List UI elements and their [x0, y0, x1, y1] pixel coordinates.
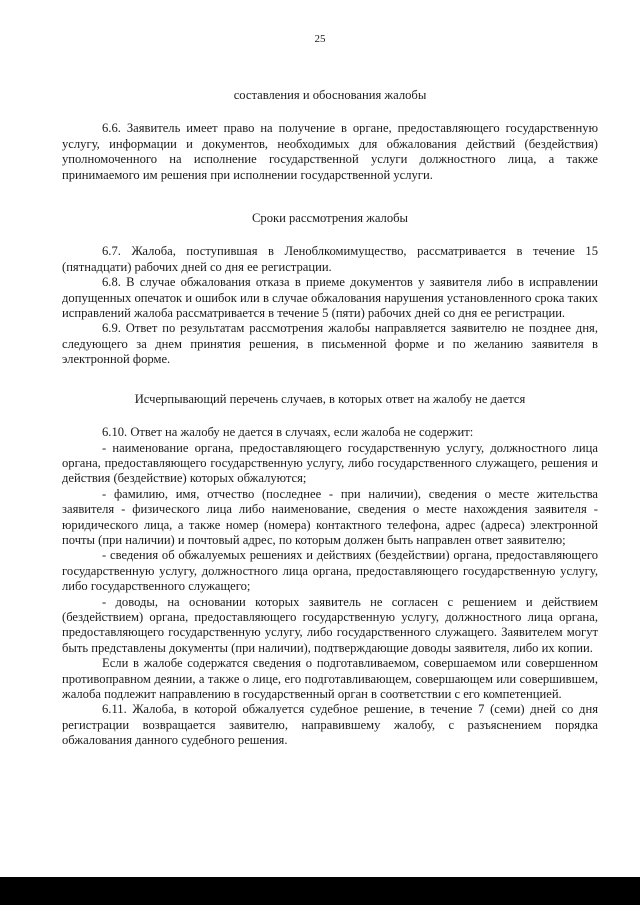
paragraph-6-7: 6.7. Жалоба, поступившая в Леноблкомимущество, рассматривается в течение 15 (пятнадцати) рабочих дней со дня ее регистрации.: [62, 244, 598, 274]
list-item: - наименование органа, предоставляющего государственную услугу, должностного лица органа, предоставляющего государственную услугу, либо государственного служащего, решения и действия (бездействие) которых обжалуются;: [62, 440, 598, 486]
paragraph-crime-report: Если в жалобе содержатся сведения о подготавливаемом, совершаемом или совершенном противоправном деянии, а также о лице, его подготавливающем, совершающем или совершившем, жалоба подлежит направлению в государственный орган в соответствии с его компетенцией.: [62, 656, 598, 701]
section-heading-exhaustive-list: Исчерпывающий перечень случаев, в которых ответ на жалобу не дается: [134, 391, 526, 406]
paragraph-6-9: 6.9. Ответ по результатам рассмотрения жалобы направляется заявителю не позднее дня, следующего за днем принятия решения, в письменной форме и по желанию заявителя в электронной форме.: [62, 321, 598, 367]
paragraph-6-11: 6.11. Жалоба, в которой обжалуется судебное решение, в течение 7 (семи) дней со дня регистрации возвращается заявителю, направившему жалобу, с разъяснением порядка обжалования данного судебного решения.: [62, 702, 598, 748]
paragraph-6-6: 6.6. Заявитель имеет право на получение в органе, предоставляющего государственную услугу, информации и документов, необходимых для обжалования действий (бездействия) уполномоченного на исполнение государственной услуги должностного лица, а также принимаемого им решения при исполнении государственной услуги.: [62, 121, 598, 182]
document-body: [62, 88, 598, 749]
page-number: 25: [314, 33, 326, 45]
paragraph-6-10: 6.10. Ответ на жалобу не дается в случаях, если жалоба не содержит:: [102, 425, 474, 440]
paragraph-6-8: 6.8. В случае обжалования отказа в приеме документов у заявителя либо в исправлении допущенных опечаток и ошибок или в случае обжалования нарушения установленного срока таких исправлений жалоба рассматривается в течение 5 (пяти) рабочих дней со дня ее регистрации.: [62, 275, 598, 321]
list-item: - доводы, на основании которых заявитель не согласен с решением и действием (бездействием) органа, предоставляющего государственную услугу, должностного лица органа, предоставляющего государственную услугу, либо государственного служащего. Заявителем могут быть представлены документы (при наличии), подтверждающие доводы заявителя, либо их копии.: [62, 594, 598, 655]
section-heading-terms: Сроки рассмотрения жалобы: [252, 211, 408, 226]
scan-bottom-edge: [0, 877, 640, 905]
list-item: - сведения об обжалуемых решениях и действиях (бездействии) органа, предоставляющего государственную услугу, должностного лица органа, предоставляющего государственную услугу, либо государственного служащего;: [62, 548, 598, 594]
section-heading-tail: составления и обоснования жалобы: [233, 88, 427, 102]
list-item: - фамилию, имя, отчество (последнее - при наличии), сведения о месте жительства заявителя - физического лица либо наименование, сведения о месте нахождения заявителя - юридического лица, а также номер (номера) контактного телефона, адрес (адреса) электронной почты (при наличии) и почтовый адрес, по которым должен быть направлен ответ заявителю;: [62, 486, 598, 547]
